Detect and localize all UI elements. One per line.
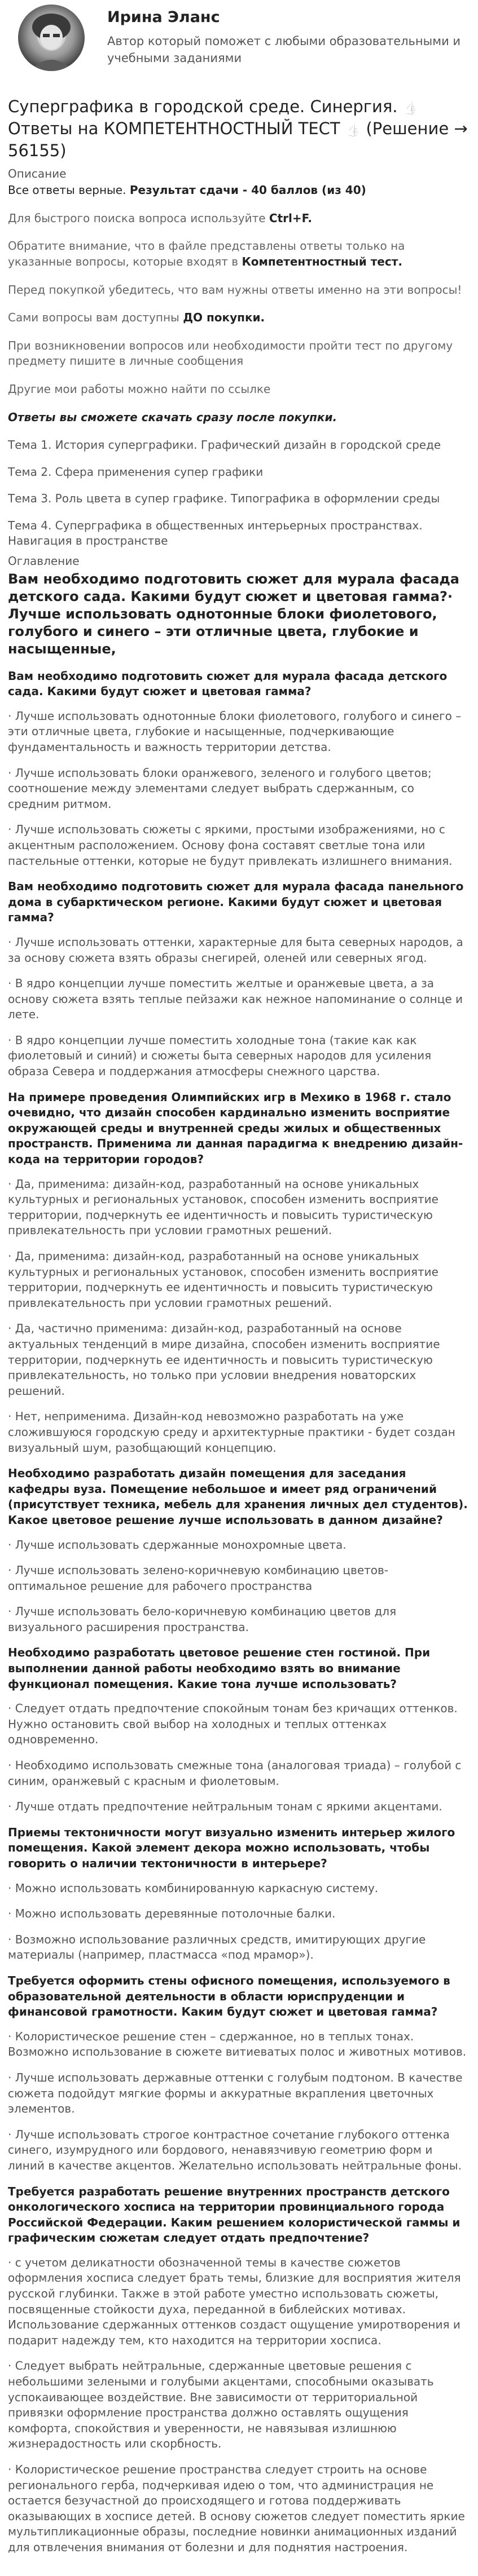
intro-line-4: Перед покупкой убедитесь, что вам нужны ответы именно на эти вопросы! bbox=[8, 282, 462, 297]
intro-bold: ДО покупки. bbox=[183, 311, 265, 325]
question-heading: Требуется разработать решение внутренних пространств детского онкологического хосписа на территории провинциального города Российской Федерации. Каким решением колористической гаммы и графическим сюжетам следует отдать предпочтение? bbox=[8, 2184, 461, 2245]
title-mid: Ответы на КОМПЕТЕНТНОСТНЫЙ ТЕСТ bbox=[8, 118, 340, 138]
intro-line-1 bbox=[8, 183, 468, 198]
toc-label: Оглавление bbox=[8, 554, 80, 568]
intro-line-5 bbox=[8, 310, 468, 326]
title-text: Суперграфика в городской среде. Синергия. bbox=[8, 97, 398, 116]
answer-option: · В ядро концепции лучше поместить холодные тона (такие как как фиолетовый и синий) и сюжеты быта северных народов для усиления образа Севера и поддержания атмосферы снежного царства. bbox=[8, 1033, 468, 1080]
intro-text: Сами вопросы вам доступны bbox=[8, 311, 179, 325]
answer-option: · Следует выбрать нейтральные, сдержанные цветовые решения с небольшими зелеными и голубыми акцентами, способными оказывать успокаивающее воздействие. Вне зависимости от территориальной привязки оформление пространства должно оставлять ощущения комфорта, спокойствия и уверенности, не навязывая излишнюю жизнерадостность или скорбность. bbox=[8, 2358, 468, 2452]
answer-option: · Лучше использовать бело-коричневую комбинацию цветов для визуального расширения пространства. bbox=[8, 1604, 468, 1635]
answer-option: · Лучше использовать зелено-коричневую комбинацию цветов- оптимальное решение для рабочего пространства bbox=[8, 1563, 468, 1594]
description-label: Описание bbox=[8, 166, 67, 180]
answer-option: · Можно использовать деревянные потолочные балки. bbox=[8, 1906, 468, 1922]
intro-bold: Компетентностный тест. bbox=[242, 254, 402, 268]
question-heading: Вам необходимо подготовить сюжет для мурала фасада детского сада. Какими будут сюжет и цветовая гамма? bbox=[8, 669, 448, 699]
intro-bold: Ctrl+F. bbox=[269, 211, 312, 225]
answer-option: · Лучше использовать однотонные блоки фиолетового, голубого и синего – эти отличные цвета, глубокие и насыщенные, подчеркивающие фундаментальность и важность территории детства. bbox=[8, 709, 468, 755]
author-info bbox=[107, 5, 468, 67]
answer-option: · Колористическое решение стен – сдержанное, но в теплых тонах. Возможно использование в сюжете витиеватых полос и животных мотивов. bbox=[8, 2029, 468, 2060]
intro-line-8: Ответы вы сможете скачать сразу после покупки. bbox=[8, 410, 337, 424]
answer-option: · Лучше отдать предпочтение нейтральным тонам с яркими акцентами. bbox=[8, 1799, 468, 1815]
intro-bold: Результат сдачи - 40 баллов (из 40) bbox=[129, 183, 366, 197]
topic-item: Тема 4. Суперграфика в общественных интерьерных пространствах. Навигация в пространстве bbox=[8, 518, 423, 548]
topic-item: Тема 3. Роль цвета в супер графике. Типографика в оформлении среды bbox=[8, 492, 440, 506]
answer-option: · Лучше использовать сюжеты с яркими, простыми изображениями, но с акцентным расположением. Основу фона составят светлые тона или пастельные оттенки, которые не будут привлекать излишнего внимания. bbox=[8, 822, 468, 869]
big-question-heading: Вам необходимо подготовить сюжет для мурала фасада детского сада. Какими будут сюжет и цветовая гамма?· Лучше использовать однотонные блоки фиолетового, голубого и синего – эти отличные цвета, глубокие и насыщенные, bbox=[8, 571, 460, 657]
answer-option: · Лучше использовать державные оттенки с голубым подтоном. В качестве сюжета подойдут мягкие формы и аккуратные вкрапления цветочных элементов. bbox=[8, 2070, 468, 2117]
answer-option: · Нет, неприменима. Дизайн-код невозможно разработать на уже сложившуюся городскую среду и архитектурные практики - будет создан визуальный шум, разобщающий концепцию. bbox=[8, 1409, 468, 1456]
avatar-portrait-icon bbox=[18, 5, 85, 71]
author-avatar[interactable] bbox=[18, 5, 85, 71]
answer-option: · Да, применима: дизайн-код, разработанный на основе уникальных культурных и региональных установок, способен изменить восприятие территории, подчеркнуть ее идентичность и повысить туристическую привлекательность при условии грамотных решений. bbox=[8, 1177, 468, 1239]
intro-line-3 bbox=[8, 238, 468, 269]
question-heading: Вам необходимо подготовить сюжет для мурала фасада панельного дома в субарктическом регионе. Какими будут сюжет и цветовая гамма? bbox=[8, 880, 464, 925]
question-heading: Требуется оформить стены офисного помещения, используемого в образовательной деятельности в области юриспруденции и финансовой грамотности. Каким будут сюжет и цветовая гамма? bbox=[8, 1973, 450, 2019]
intro-text: Обратите внимание, что в файле представлены ответы только на указанные вопросы, которые входят в bbox=[8, 239, 405, 268]
questions-list bbox=[8, 669, 468, 2556]
answer-option: · Да, применима: дизайн-код, разработанный на основе уникальных культурных и региональных установок, способен изменить восприятие территории, подчеркнуть ее идентичность и повысить туристическую привлекательность при условии грамотных решений. bbox=[8, 1249, 468, 1311]
answer-option: · Да, частично применима: дизайн-код, разработанный на основе актуальных тенденций в мире дизайна, способен изменить восприятие территории, подчеркнуть ее идентичность и повысить туристическую привлекательность, но только при условии внедрения новаторских решений. bbox=[8, 1321, 468, 1399]
author-description: Автор который поможет с любыми образовательными и учебными заданиями bbox=[107, 34, 461, 65]
topics-list bbox=[8, 438, 468, 549]
question-heading: Необходимо разработать цветовое решение стен гостиной. При выполнении данной работы необходимо взять во внимание функционал помещения. Какие тона лучше использовать? bbox=[8, 1646, 431, 1691]
title-tail: (Решение → 56155) bbox=[8, 118, 468, 160]
answer-option: · Лучше использовать оттенки, характерные для быта северных народов, а за основу сюжета взять образы снегирей, оленей или северных ягод. bbox=[8, 935, 468, 966]
topic-item: Тема 2. Сфера применения супер графики bbox=[8, 465, 264, 479]
intro-text: Для быстрого поиска вопроса используйте bbox=[8, 211, 266, 225]
intro-line-2 bbox=[8, 211, 468, 227]
author-name[interactable]: Ирина Эланс bbox=[107, 8, 220, 26]
answer-option: · Лучше использовать сдержанные монохромные цвета. bbox=[8, 1537, 468, 1553]
intro-line-7[interactable]: Другие мои работы можно найти по ссылке bbox=[8, 382, 271, 396]
question-heading: На примере проведения Олимпийских игр в Мехико в 1968 г. стало очевидно, что дизайн способен кардинально изменить восприятие окружающей среды и внутренней среды жилых и общественных пространств. Применима ли данная парадигма к внедрению дизайн-кода на территории городов? bbox=[8, 1090, 463, 1167]
answer-option: · Колористическое решение пространства следует строить на основе регионального герба, подчеркивая идею о том, что администрация не остается безучастной до происходящего и готова поддерживать оказывающих в хосписе детей. В основу сюжетов следует поместить яркие мультипликационные образы, последние новинки анимационных изданий для отвлечения внимания от болезни и для поднятия настроения. bbox=[8, 2462, 468, 2556]
thumbs-up-icon: 👍 bbox=[402, 101, 419, 116]
answer-option: · Необходимо использовать смежные тона (аналоговая триада) – голубой с синим, оранжевый с красным и фиолетовым. bbox=[8, 1758, 468, 1789]
answer-option: · с учетом деликатности обозначенной темы в качестве сюжетов оформления хосписа следует брать темы, близкие для восприятия жителя русской глубинки. Также в этой работе уместно использовать сюжеты, посвященные стойкости духа, переданной в библейских мотивах. Использование сдержанных оттенков создаст ощущение умиротворения и подарит надежду тем, кто находится на территории хосписа. bbox=[8, 2255, 468, 2349]
question-heading: Необходимо разработать дизайн помещения для заседания кафедры вуза. Помещение небольшое и имеет ряд ограничений (присутствует техника, мебель для хранения личных дел студентов). Какое цветовое решение лучше использовать в данном дизайне? bbox=[8, 1466, 468, 1527]
question-heading: Приемы тектоничности могут визуально изменить интерьер жилого помещения. Какой элемент декора можно использовать, чтобы говорить о наличии тектоничности в интерьере? bbox=[8, 1825, 455, 1871]
thumbs-up-icon: 👍 bbox=[345, 123, 361, 138]
answer-option: · В ядро концепции лучше поместить желтые и оранжевые цвета, а за основу сюжета взять теплые пейзажи как нежное напоминание о солнце и лете. bbox=[8, 976, 468, 1023]
answer-option: · Лучше использовать строгое контрастное сочетание глубокого оттенка синего, изумрудного или бордового, ненавязчивую геометрию форм и линий в качестве акцентов. Желательно использовать нейтральные фоны. bbox=[8, 2127, 468, 2174]
answer-option: · Лучше использовать блоки оранжевого, зеленого и голубого цветов; соотношение между элементами следует выбрать сдержанным, со средним ритмом. bbox=[8, 766, 468, 812]
page-title bbox=[8, 96, 468, 162]
answer-option: · Можно использовать комбинированную каркасную систему. bbox=[8, 1881, 468, 1897]
intro-text: Все ответы верные. bbox=[8, 183, 126, 197]
answer-option: · Возможно использование различных средств, имитирующих другие материалы (например, пластмасса «под мрамор»). bbox=[8, 1932, 468, 1963]
topic-item: Тема 1. История суперграфики. Графический дизайн в городской среде bbox=[8, 438, 441, 452]
answer-option: · Следует отдать предпочтение спокойным тонам без кричащих оттенков. Нужно остановить свой выбор на холодных и теплых оттенках одновременно. bbox=[8, 1701, 468, 1748]
intro-line-6: При возникновении вопросов или необходимости пройти тест по другому предмету пишите в личные сообщения bbox=[8, 338, 453, 368]
author-header bbox=[8, 0, 468, 71]
